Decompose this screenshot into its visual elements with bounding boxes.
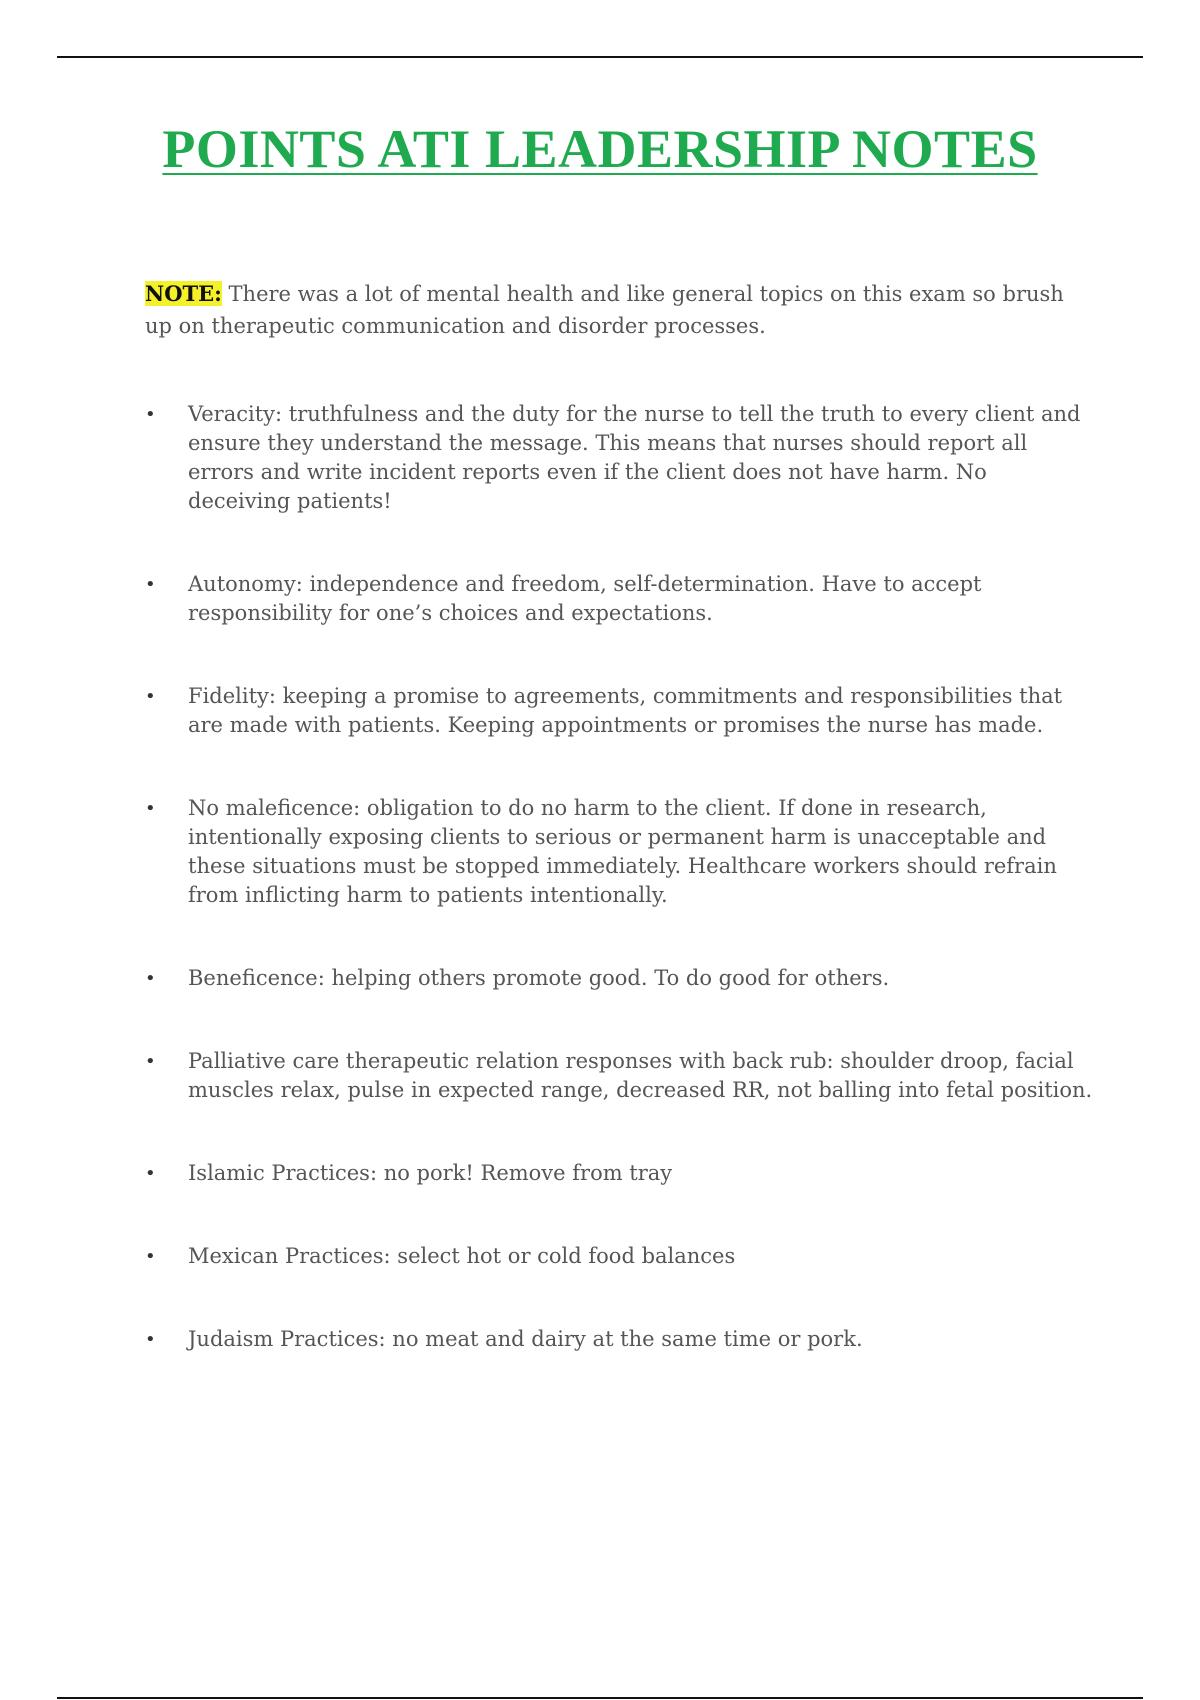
list-item-text: Beneficence: helping others promote good. To do good for others. xyxy=(188,966,890,990)
bullet-icon: • xyxy=(145,686,156,707)
list-item xyxy=(145,1047,1095,1105)
list-item-text: Mexican Practices: select hot or cold food balances xyxy=(188,1244,736,1268)
list-item-text: No maleficence: obligation to do no harm to the client. If done in research, intentionally exposing clients to serious or permanent harm is unacceptable and these situations must be stopped immediately. Healthcare workers should refrain from inflicting harm to patients intentionally. xyxy=(188,796,1057,907)
bullet-icon: • xyxy=(145,798,156,819)
bullet-icon: • xyxy=(145,1246,156,1267)
list-item-text: Palliative care therapeutic relation responses with back rub: shoulder droop, facial muscles relax, pulse in expected range, decreased RR, not balling into fetal position. xyxy=(188,1049,1093,1102)
bullet-icon: • xyxy=(145,1051,156,1072)
page-title: POINTS ATI LEADERSHIP NOTES xyxy=(162,119,1038,179)
bottom-divider xyxy=(57,1697,1143,1699)
list-item-text: Veracity: truthfulness and the duty for the nurse to tell the truth to every client and ensure they understand the message. This means that nurses should report all errors and write incident reports even if the client does not have harm. No deceiving patients! xyxy=(188,402,1081,513)
note-label: NOTE: xyxy=(145,281,222,306)
list-item xyxy=(145,1242,1095,1271)
list-item xyxy=(145,570,1095,628)
bullet-icon: • xyxy=(145,968,156,989)
list-item xyxy=(145,794,1095,910)
list-item xyxy=(145,400,1095,516)
bullet-list xyxy=(145,400,1095,1408)
list-item xyxy=(145,1159,1095,1188)
list-item xyxy=(145,682,1095,740)
note-paragraph xyxy=(145,278,1065,342)
top-divider xyxy=(57,56,1143,58)
bullet-icon: • xyxy=(145,404,156,425)
list-item xyxy=(145,1325,1095,1354)
list-item-text: Judaism Practices: no meat and dairy at the same time or pork. xyxy=(188,1327,863,1351)
bullet-icon: • xyxy=(145,574,156,595)
list-item-text: Fidelity: keeping a promise to agreements, commitments and responsibilities that are made with patients. Keeping appointments or promises the nurse has made. xyxy=(188,684,1063,737)
note-text: There was a lot of mental health and like general topics on this exam so brush up on therapeutic communication and disorder processes. xyxy=(145,282,1064,338)
list-item-text: Autonomy: independence and freedom, self-determination. Have to accept responsibility for one’s choices and expectations. xyxy=(188,572,982,625)
list-item-text: Islamic Practices: no pork! Remove from tray xyxy=(188,1161,673,1185)
bullet-icon: • xyxy=(145,1163,156,1184)
list-item xyxy=(145,964,1095,993)
bullet-icon: • xyxy=(145,1329,156,1350)
